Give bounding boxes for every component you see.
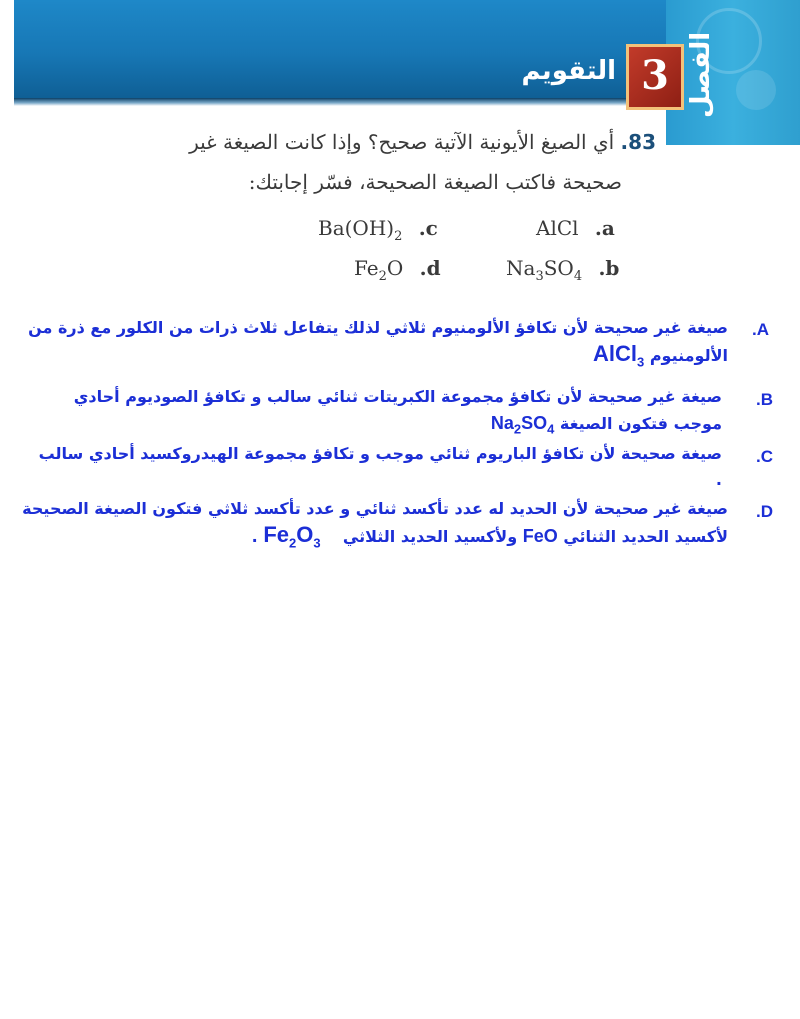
question-line-1 [189, 130, 656, 154]
answer-a [20, 315, 728, 375]
answer-c-line-1: صيغة صحيحة لأن تكافؤ الباريوم ثنائي موجب و تكافؤ مجموعة الهيدروكسيد أحادي سالب [38, 444, 722, 463]
answer-a-line-2: الألومنيوم AlCl$_3$ [593, 341, 728, 370]
answer-d-line-2: لأكسيد الحديد الثنائي FeO ولأكسيد الحديد الثلاثي $Fe_2O_3$ . [251, 522, 728, 551]
choice-a: AlCl .a [536, 216, 615, 240]
answer-label-a: .A [752, 320, 769, 339]
answer-label-c: .C [756, 447, 773, 466]
answer-b-line-1: صيغة غير صحيحة لأن تكافؤ مجموعة الكبريتات ثنائي سالب و تكافؤ الصوديوم أحادي [73, 387, 722, 406]
choice-c: $Ba(OH)_2$ .c [318, 216, 438, 244]
choice-b: $Na_3SO_4$ .b [506, 256, 620, 284]
answer-c [2, 441, 722, 493]
answer-b [42, 384, 722, 443]
question-line-2: صحيحة فاكتب الصيغة الصحيحة، فسّر إجابتك: [248, 170, 622, 194]
answer-label-b: .B [756, 390, 773, 409]
answer-a-line-1: صيغة غير صحيحة لأن تكافؤ الألومنيوم ثلاثي لذلك يتفاعل ثلاث ذرات من الكلور مع ذرة من [28, 318, 728, 337]
question-text-1: أي الصيغ الأيونية الآتية صحيح؟ وإذا كانت الصيغة غير [189, 130, 615, 154]
banner-shadow [14, 98, 666, 106]
chapter-number-badge: 3 [626, 44, 684, 110]
chapter-side-label: الفصل [686, 31, 716, 119]
page-title: التقويم [521, 56, 616, 86]
answer-c-line-2: . [715, 470, 722, 489]
answer-d-line-1: صيغة غير صحيحة لأن الحديد له عدد تأكسد ثنائي و عدد تأكسد ثلاثي فتكون الصيغة الصحيحة [22, 499, 728, 518]
choice-d: $Fe_2O$ .d [354, 256, 441, 284]
answer-d-formula-feo: FeO [522, 526, 558, 546]
answer-d [12, 496, 728, 556]
answer-d-formula-fe2o3: $Fe_2O_3$ [263, 522, 321, 551]
answer-label-d: .D [756, 502, 773, 521]
answer-b-formula: $Na_2SO_4$ [490, 413, 555, 437]
answer-a-formula: AlCl$_3$ [593, 341, 645, 370]
answer-b-line-2: موجب فتكون الصيغة $Na_2SO_4$ [490, 413, 722, 437]
question-number: 83. [620, 130, 656, 154]
